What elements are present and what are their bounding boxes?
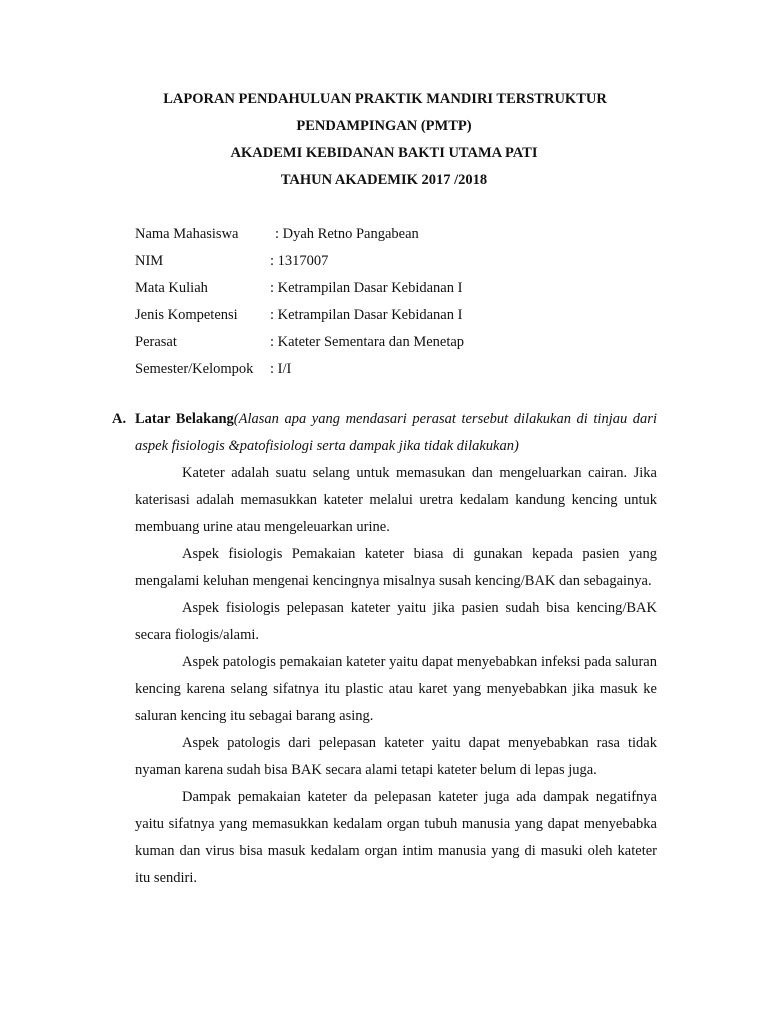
title-line: AKADEMI KEBIDANAN BAKTI UTAMA PATI — [230, 145, 538, 161]
info-value: : Dyah Retno Pangabean — [275, 226, 419, 242]
info-value: : 1317007 — [270, 253, 329, 269]
info-row-nama — [135, 221, 535, 248]
info-label: Semester/Kelompok — [135, 361, 254, 377]
title-line: LAPORAN PENDAHULUAN PRAKTIK MANDIRI TERSTRUKTUR — [163, 91, 607, 107]
paragraph: Aspek fisiologis Pemakaian kateter biasa di gunakan kepada pasien yang mengalami keluhan mengenai kencingnya misalnya susah kencing/BAK dan sebagainya. — [135, 546, 657, 589]
paragraph: Aspek patologis dari pelepasan kateter yaitu dapat menyebabkan rasa tidak nyaman karena sudah bisa BAK secara alami tetapi kateter belum di lepas juga. — [135, 735, 657, 778]
title-line: PENDAMPINGAN (PMTP) — [296, 118, 472, 134]
paragraph: Aspek patologis pemakaian kateter yaitu dapat menyebabkan infeksi pada saluran kencing karena selang sifatnya itu plastic atau karet yang menyebabkan jika masuk ke saluran kencing itu sebagai barang asing. — [135, 654, 657, 724]
paragraph: Aspek fisiologis pelepasan kateter yaitu jika pasien sudah bisa kencing/BAK secara fiologis/alami. — [135, 600, 657, 643]
info-row-mata-kuliah — [135, 275, 535, 302]
info-row-nim — [135, 248, 535, 275]
info-row-semester — [135, 356, 535, 383]
section-letter: A. — [112, 411, 127, 427]
info-label: Mata Kuliah — [135, 280, 208, 296]
student-info-table — [135, 221, 535, 383]
info-value: : Ketrampilan Dasar Kebidanan I — [270, 280, 463, 296]
info-label: Jenis Kompetensi — [135, 307, 238, 323]
info-label: Perasat — [135, 334, 177, 350]
info-row-perasat — [135, 329, 535, 356]
paragraph: Dampak pemakaian kateter da pelepasan kateter juga ada dampak negatifnya yaitu sifatnya yang memasukkan kedalam organ tubuh manusia yang dapat menyebabka kuman dan virus bisa masuk kedalam organ intim manusia yang di masuki oleh kateter itu sendiri. — [135, 789, 657, 886]
paragraph: Kateter adalah suatu selang untuk memasukan dan mengeluarkan cairan. Jika katerisasi adalah memasukkan kateter melalui uretra kedalam kandung kencing untuk membuang urine atau mengeleuarkan urine. — [135, 465, 657, 535]
title-line: TAHUN AKADEMIK 2017 /2018 — [280, 172, 488, 188]
info-value: : Kateter Sementara dan Menetap — [270, 334, 465, 350]
section-heading — [112, 406, 657, 460]
info-value: : Ketrampilan Dasar Kebidanan I — [270, 307, 463, 323]
info-value: : I/I — [270, 361, 292, 377]
info-label: Nama Mahasiswa — [135, 226, 239, 242]
section-note: (Alasan apa yang mendasari perasat tersebut dilakukan di tinjau dari aspek fisiologis &patofisiologi serta dampak jika tidak dilakukan) — [135, 411, 657, 454]
section-latar-belakang — [112, 406, 657, 892]
report-title — [0, 86, 768, 194]
section-title: Latar Belakang — [135, 411, 234, 427]
info-row-jenis-kompetensi — [135, 302, 535, 329]
info-label: NIM — [135, 253, 164, 269]
